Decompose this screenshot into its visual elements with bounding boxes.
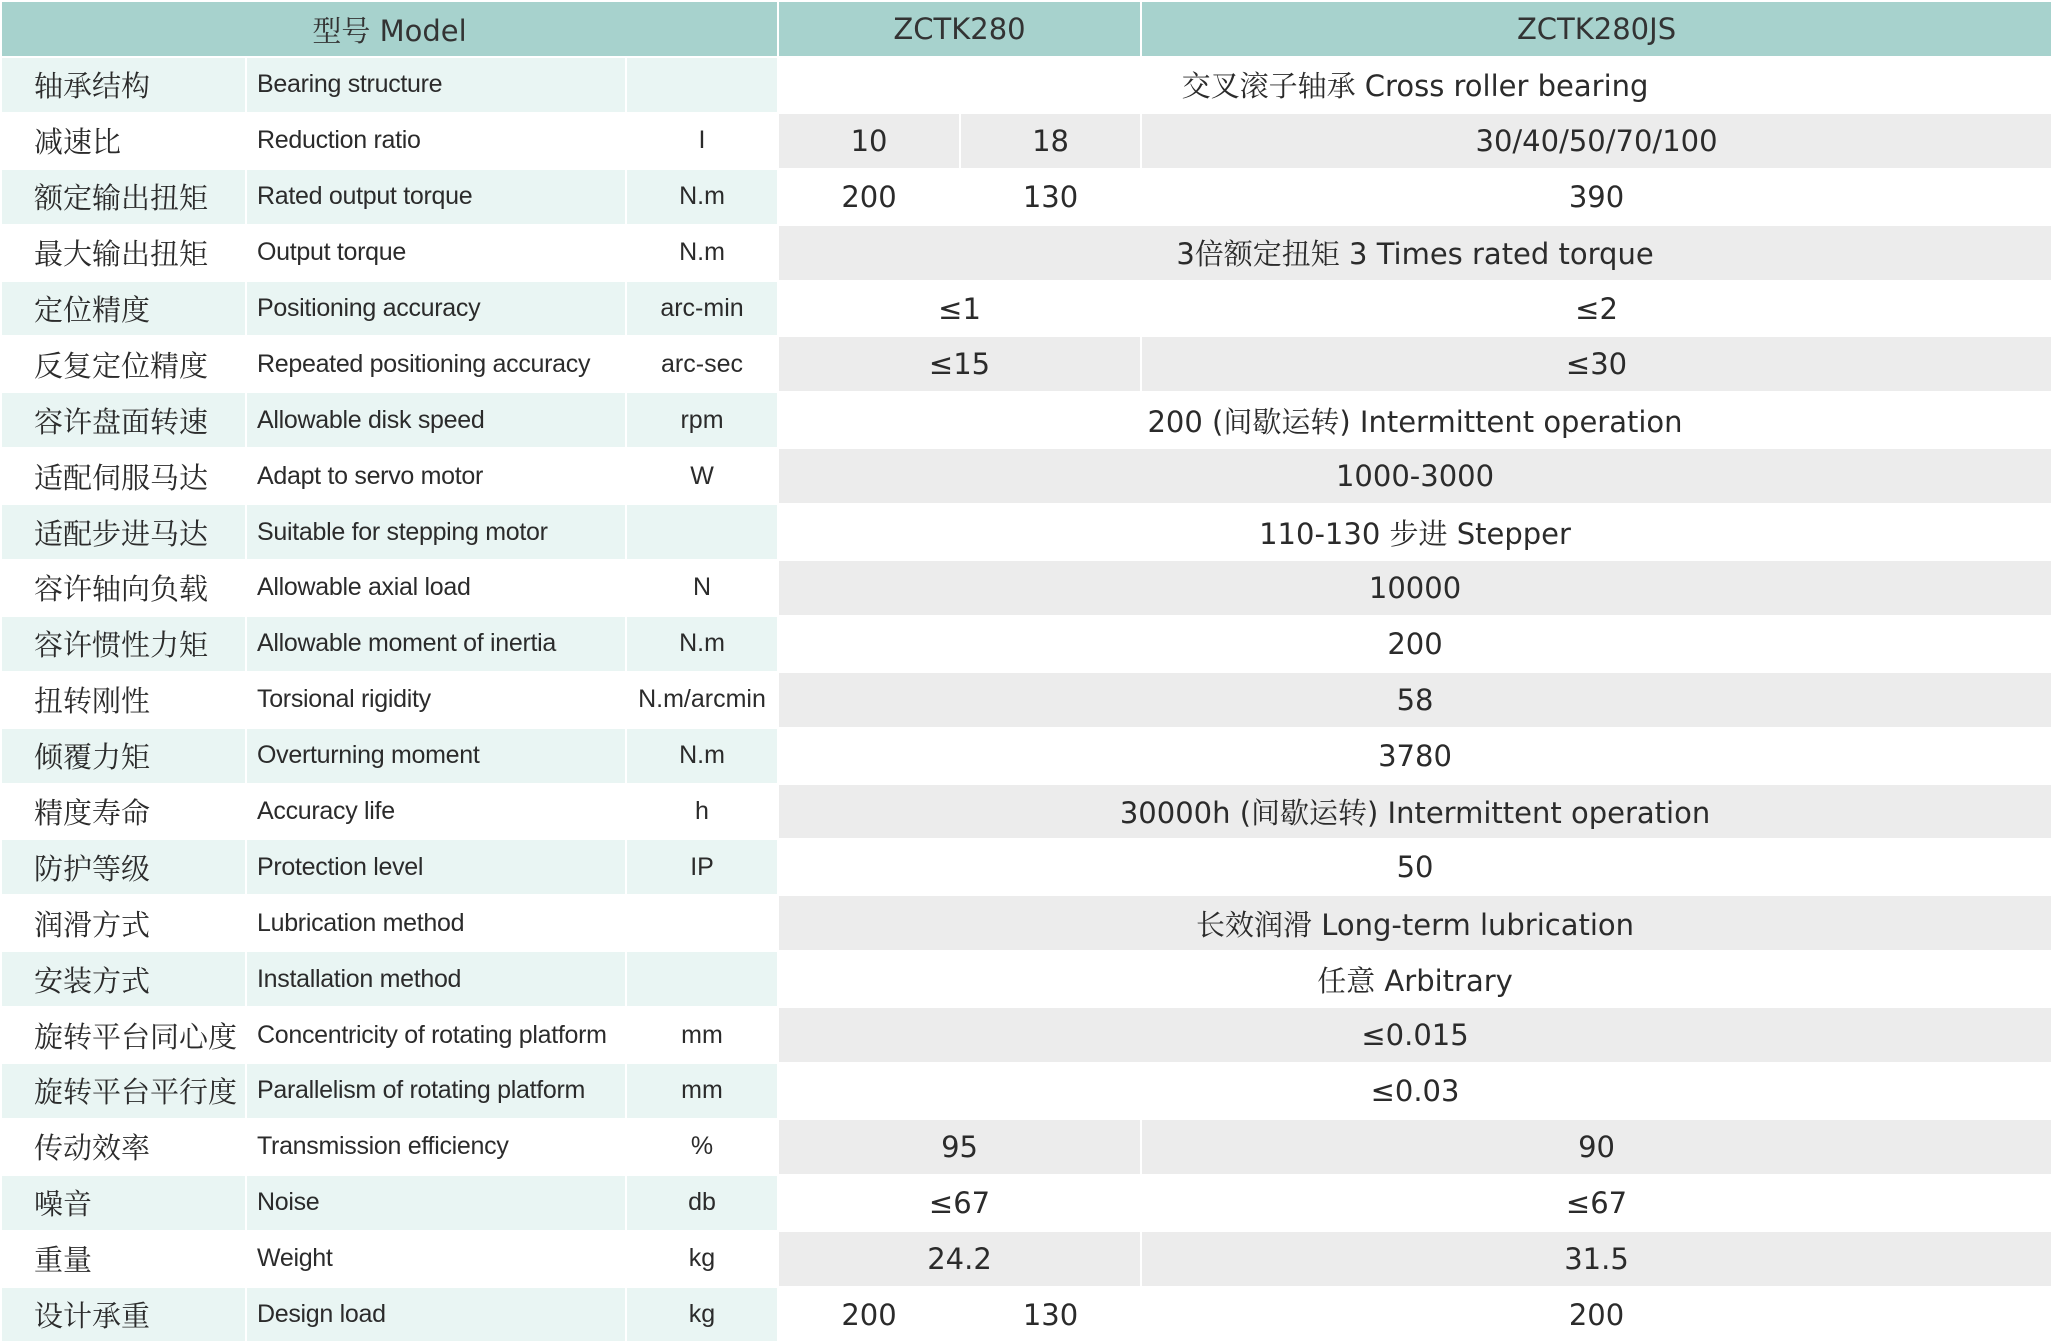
param-name-en: Concentricity of rotating platform bbox=[246, 1007, 626, 1063]
value-zctk280js: 30/40/50/70/100 bbox=[1141, 113, 2051, 169]
param-name-cn: 传动效率 bbox=[1, 1119, 246, 1175]
param-unit bbox=[626, 895, 778, 951]
value-zctk280: 95 bbox=[778, 1119, 1141, 1175]
param-name-en: Adapt to servo motor bbox=[246, 448, 626, 504]
param-name-en: Repeated positioning accuracy bbox=[246, 336, 626, 392]
param-unit bbox=[626, 57, 778, 113]
value-all: ≤0.03 bbox=[778, 1063, 2051, 1119]
param-unit: arc-sec bbox=[626, 336, 778, 392]
spec-row bbox=[1, 113, 2051, 169]
value-all: ≤0.015 bbox=[778, 1007, 2051, 1063]
param-name-en: Installation method bbox=[246, 951, 626, 1007]
value-zctk280js: 390 bbox=[1141, 169, 2051, 225]
value-all: 长效润滑 Long-term lubrication bbox=[778, 895, 2051, 951]
value-all: 交叉滚子轴承 Cross roller bearing bbox=[778, 57, 2051, 113]
param-unit: I bbox=[626, 113, 778, 169]
spec-row bbox=[1, 225, 2051, 281]
param-name-en: Weight bbox=[246, 1231, 626, 1287]
spec-row bbox=[1, 784, 2051, 840]
param-name-en: Lubrication method bbox=[246, 895, 626, 951]
param-name-en: Transmission efficiency bbox=[246, 1119, 626, 1175]
param-unit: kg bbox=[626, 1231, 778, 1287]
model-zctk280-header: ZCTK280 bbox=[778, 1, 1141, 57]
spec-body bbox=[1, 57, 2051, 1342]
param-name-cn: 额定输出扭矩 bbox=[1, 169, 246, 225]
param-name-en: Torsional rigidity bbox=[246, 672, 626, 728]
spec-row bbox=[1, 951, 2051, 1007]
param-unit: N.m bbox=[626, 728, 778, 784]
value-zctk280js: ≤2 bbox=[1141, 281, 2051, 337]
param-name-cn: 倾覆力矩 bbox=[1, 728, 246, 784]
spec-row bbox=[1, 57, 2051, 113]
param-unit: db bbox=[626, 1175, 778, 1231]
param-unit: h bbox=[626, 784, 778, 840]
value-zctk280: ≤1 bbox=[778, 281, 1141, 337]
model-zctk280js-header: ZCTK280JS bbox=[1141, 1, 2051, 57]
param-name-en: Overturning moment bbox=[246, 728, 626, 784]
spec-row bbox=[1, 728, 2051, 784]
param-name-cn: 扭转刚性 bbox=[1, 672, 246, 728]
value-all: 1000-3000 bbox=[778, 448, 2051, 504]
param-name-en: Design load bbox=[246, 1287, 626, 1343]
param-name-cn: 旋转平台平行度 bbox=[1, 1063, 246, 1119]
param-name-cn: 旋转平台同心度 bbox=[1, 1007, 246, 1063]
value-all: 200 (间歇运转) Intermittent operation bbox=[778, 392, 2051, 448]
spec-row bbox=[1, 1231, 2051, 1287]
param-unit: N.m/arcmin bbox=[626, 672, 778, 728]
spec-row bbox=[1, 169, 2051, 225]
value-all: 10000 bbox=[778, 560, 2051, 616]
param-name-en: Noise bbox=[246, 1175, 626, 1231]
value-zctk280-a: 10 bbox=[778, 113, 960, 169]
param-name-cn: 润滑方式 bbox=[1, 895, 246, 951]
param-name-en: Allowable axial load bbox=[246, 560, 626, 616]
value-zctk280js: 200 bbox=[1141, 1287, 2051, 1343]
value-all: 3倍额定扭矩 3 Times rated torque bbox=[778, 225, 2051, 281]
value-all: 50 bbox=[778, 839, 2051, 895]
value-all: 200 bbox=[778, 616, 2051, 672]
value-zctk280-b: 18 bbox=[960, 113, 1141, 169]
spec-row bbox=[1, 560, 2051, 616]
value-zctk280: 24.2 bbox=[778, 1231, 1141, 1287]
param-name-cn: 设计承重 bbox=[1, 1287, 246, 1343]
param-unit: arc-min bbox=[626, 281, 778, 337]
value-zctk280-a: 200 bbox=[778, 169, 960, 225]
header-row bbox=[1, 1, 2051, 57]
param-name-en: Reduction ratio bbox=[246, 113, 626, 169]
value-zctk280-b: 130 bbox=[960, 169, 1141, 225]
param-name-cn: 防护等级 bbox=[1, 839, 246, 895]
value-zctk280js: 90 bbox=[1141, 1119, 2051, 1175]
param-name-en: Rated output torque bbox=[246, 169, 626, 225]
spec-row bbox=[1, 1007, 2051, 1063]
model-label-header: 型号 Model bbox=[1, 1, 778, 57]
param-unit: N bbox=[626, 560, 778, 616]
param-unit: N.m bbox=[626, 225, 778, 281]
spec-row bbox=[1, 672, 2051, 728]
param-unit bbox=[626, 504, 778, 560]
spec-row bbox=[1, 448, 2051, 504]
param-name-en: Parallelism of rotating platform bbox=[246, 1063, 626, 1119]
param-name-en: Protection level bbox=[246, 839, 626, 895]
value-all: 任意 Arbitrary bbox=[778, 951, 2051, 1007]
param-name-en: Accuracy life bbox=[246, 784, 626, 840]
param-unit: N.m bbox=[626, 169, 778, 225]
param-unit: W bbox=[626, 448, 778, 504]
param-name-cn: 精度寿命 bbox=[1, 784, 246, 840]
spec-row bbox=[1, 895, 2051, 951]
param-unit: kg bbox=[626, 1287, 778, 1343]
param-name-cn: 适配伺服马达 bbox=[1, 448, 246, 504]
param-name-cn: 减速比 bbox=[1, 113, 246, 169]
spec-row bbox=[1, 1119, 2051, 1175]
spec-row bbox=[1, 504, 2051, 560]
param-name-cn: 噪音 bbox=[1, 1175, 246, 1231]
spec-row bbox=[1, 336, 2051, 392]
value-zctk280-b: 130 bbox=[960, 1287, 1141, 1343]
param-unit: % bbox=[626, 1119, 778, 1175]
param-name-en: Output torque bbox=[246, 225, 626, 281]
spec-row bbox=[1, 392, 2051, 448]
param-unit: mm bbox=[626, 1007, 778, 1063]
value-zctk280js: 31.5 bbox=[1141, 1231, 2051, 1287]
spec-row bbox=[1, 1287, 2051, 1343]
value-zctk280-a: 200 bbox=[778, 1287, 960, 1343]
param-name-cn: 容许盘面转速 bbox=[1, 392, 246, 448]
value-zctk280js: ≤30 bbox=[1141, 336, 2051, 392]
param-name-cn: 容许轴向负载 bbox=[1, 560, 246, 616]
value-zctk280: ≤15 bbox=[778, 336, 1141, 392]
spec-row bbox=[1, 1063, 2051, 1119]
param-name-cn: 最大输出扭矩 bbox=[1, 225, 246, 281]
value-zctk280: ≤67 bbox=[778, 1175, 1141, 1231]
param-name-en: Allowable moment of inertia bbox=[246, 616, 626, 672]
value-all: 110-130 步进 Stepper bbox=[778, 504, 2051, 560]
param-unit bbox=[626, 951, 778, 1007]
param-unit: N.m bbox=[626, 616, 778, 672]
param-name-en: Suitable for stepping motor bbox=[246, 504, 626, 560]
value-zctk280js: ≤67 bbox=[1141, 1175, 2051, 1231]
spec-row bbox=[1, 839, 2051, 895]
param-name-cn: 重量 bbox=[1, 1231, 246, 1287]
param-unit: mm bbox=[626, 1063, 778, 1119]
param-name-en: Allowable disk speed bbox=[246, 392, 626, 448]
param-unit: rpm bbox=[626, 392, 778, 448]
spec-row bbox=[1, 616, 2051, 672]
param-name-cn: 安装方式 bbox=[1, 951, 246, 1007]
value-all: 30000h (间歇运转) Intermittent operation bbox=[778, 784, 2051, 840]
param-name-cn: 适配步进马达 bbox=[1, 504, 246, 560]
param-unit: IP bbox=[626, 839, 778, 895]
param-name-en: Positioning accuracy bbox=[246, 281, 626, 337]
value-all: 3780 bbox=[778, 728, 2051, 784]
param-name-cn: 定位精度 bbox=[1, 281, 246, 337]
spec-row bbox=[1, 1175, 2051, 1231]
param-name-cn: 容许惯性力矩 bbox=[1, 616, 246, 672]
spec-row bbox=[1, 281, 2051, 337]
param-name-en: Bearing structure bbox=[246, 57, 626, 113]
param-name-cn: 轴承结构 bbox=[1, 57, 246, 113]
value-all: 58 bbox=[778, 672, 2051, 728]
param-name-cn: 反复定位精度 bbox=[1, 336, 246, 392]
